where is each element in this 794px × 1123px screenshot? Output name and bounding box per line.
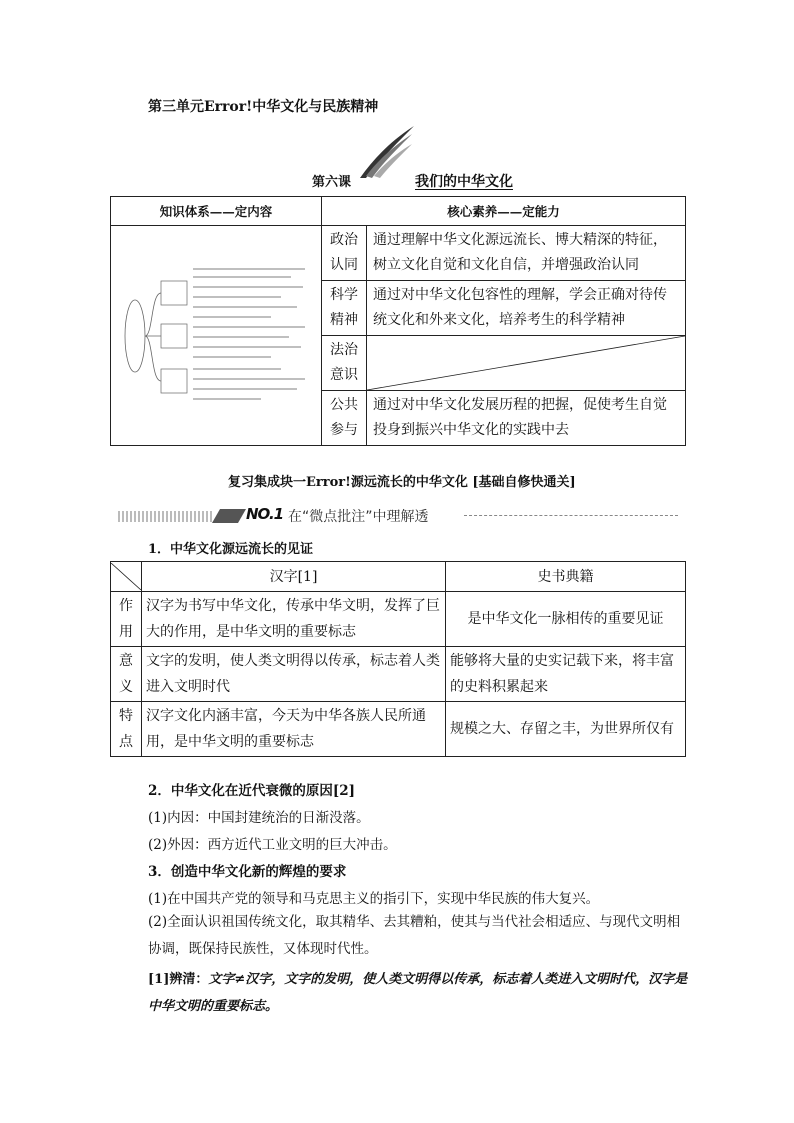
row-text-law-empty bbox=[367, 336, 686, 391]
row-label-science: 科学 精神 bbox=[322, 281, 367, 336]
banner-text: 在“微点批注”中理解透 bbox=[288, 509, 429, 525]
competency-header: 核心素养——定能力 bbox=[322, 197, 686, 226]
requirement-1: (1)在中国共产党的领导和马克思主义的指引下，实现中华民族的伟大复兴。 bbox=[148, 891, 600, 907]
reason-internal: (1)内因：中国封建统治的日渐没落。 bbox=[148, 810, 370, 826]
cell-hanzi-role: 汉字为书写中华文化，传承中华文明，发挥了巨大的作用，是中华文明的重要标志 bbox=[142, 592, 446, 647]
row-label-meaning: 意 义 bbox=[111, 647, 142, 702]
note-tag: [1]辨清： bbox=[148, 972, 209, 987]
row-text-science: 通过对中华文化包容性的理解，学会正确对待传统文化和外来文化，培养考生的科学精神 bbox=[367, 281, 686, 336]
cell-books-role: 是中华文化一脉相传的重要见证 bbox=[446, 592, 686, 647]
overview-table bbox=[110, 196, 686, 446]
section-banner bbox=[118, 505, 678, 527]
col-header-books: 史书典籍 bbox=[446, 562, 686, 592]
note-clarify bbox=[148, 966, 688, 1020]
banner-number: NO.1 bbox=[246, 505, 284, 523]
note-text: 文字≠汉字，文字的发明，使人类文明得以传承，标志着人类进入文明时代，汉字是中华文明的重要标志。 bbox=[148, 972, 688, 1014]
requirement-2: (2)全面认识祖国传统文化，取其精华、去其糟粕，使其与当代社会相适应、与现代文明相协调，既保持民族性，又体现时代性。 bbox=[148, 914, 681, 957]
lesson-name: 我们的中华文化 bbox=[415, 174, 513, 190]
heading-decline-reasons: 2．中华文化在近代衰微的原因[2] bbox=[148, 783, 356, 799]
unit-title: 第三单元Error!中华文化与民族精神 bbox=[148, 99, 379, 115]
banner-stripes bbox=[118, 511, 212, 522]
knowledge-header: 知识体系——定内容 bbox=[111, 197, 322, 226]
row-text-political: 通过理解中华文化源远流长、博大精深的特征，树立文化自觉和文化自信，并增强政治认同 bbox=[367, 226, 686, 281]
corner-diagonal-icon bbox=[111, 563, 141, 590]
evidence-table bbox=[110, 561, 686, 757]
reason-external: (2)外因：西方近代工业文明的巨大冲击。 bbox=[148, 837, 397, 853]
diagonal-strike-icon bbox=[367, 336, 685, 390]
heading-requirements: 3．创造中华文化新的辉煌的要求 bbox=[148, 864, 347, 880]
col-header-hanzi: 汉字[1] bbox=[142, 562, 446, 592]
swoosh-decoration-icon bbox=[356, 124, 416, 180]
cell-books-meaning: 能够将大量的史实记载下来，将丰富的史料积累起来 bbox=[446, 647, 686, 702]
cell-hanzi-feature: 汉字文化内涵丰富，今天为中华各族人民所通用，是中华文明的重要标志 bbox=[142, 702, 446, 757]
row-label-feature: 特 点 bbox=[111, 702, 142, 757]
knowledge-mindmap-cell bbox=[111, 226, 322, 446]
row-label-political: 政治 认同 bbox=[322, 226, 367, 281]
section-title: 复习集成块一Error!源远流长的中华文化 [基础自修快通关] bbox=[228, 475, 576, 490]
row-label-participation: 公共 参与 bbox=[322, 391, 367, 446]
row-text-participation: 通过对中华文化发展历程的把握，促使考生自觉投身到振兴中华文化的实践中去 bbox=[367, 391, 686, 446]
banner-dotted-line bbox=[464, 515, 678, 516]
row-label-role: 作 用 bbox=[111, 592, 142, 647]
corner-cell bbox=[111, 562, 142, 592]
lesson-number: 第六课 bbox=[312, 175, 352, 190]
cell-hanzi-meaning: 文字的发明，使人类文明得以传承，标志着人类进入文明时代 bbox=[142, 647, 446, 702]
cell-books-feature: 规模之大、存留之丰，为世界所仅有 bbox=[446, 702, 686, 757]
row-label-law: 法治 意识 bbox=[322, 336, 367, 391]
knowledge-mindmap-image bbox=[121, 261, 311, 411]
heading-evidence: 1．中华文化源远流长的见证 bbox=[148, 542, 314, 557]
